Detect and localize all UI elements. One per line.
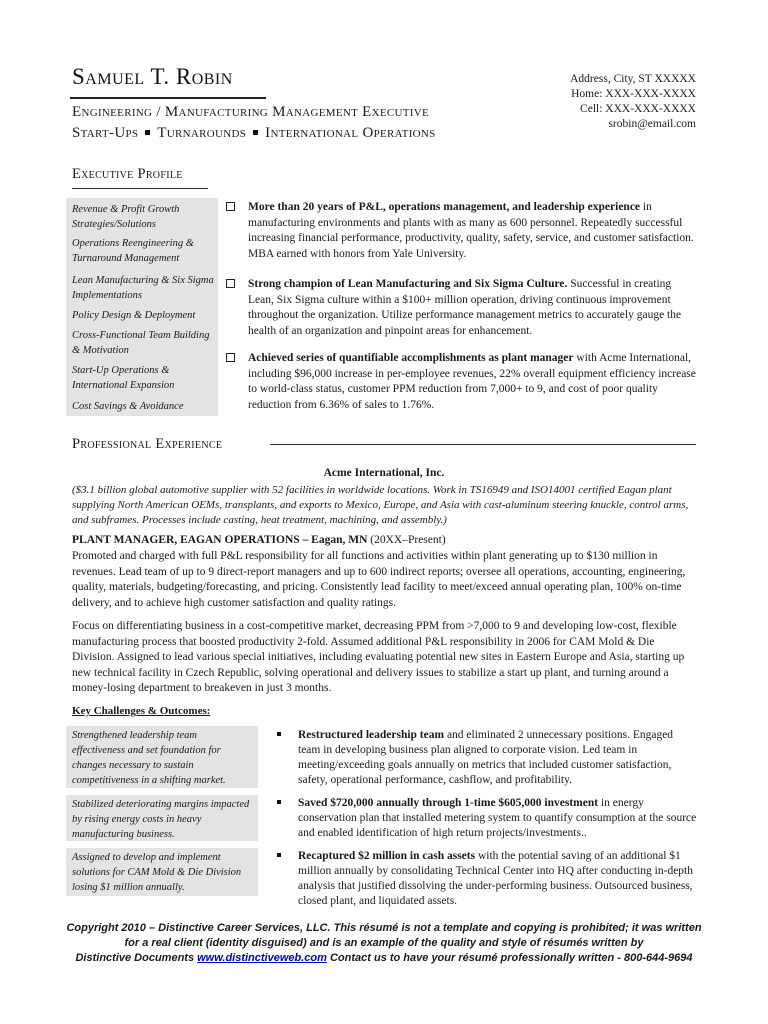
- checkbox-bullet-icon: [226, 202, 235, 211]
- challenge-text: Assigned to develop and implement solutions for CAM Mold & Die Division losing $1 million annually.: [72, 852, 242, 893]
- name-underline: [70, 97, 266, 99]
- outcome-text: in energy conservation plan that installed metering system to quantify consumption at the source and enabled identification of high return projects/investments..: [298, 797, 697, 839]
- bullet-bold: Achieved series of quantifiable accomplishments as plant manager: [248, 352, 574, 364]
- skills-sidebar: [66, 198, 218, 416]
- company-description: ($3.1 billion global automotive supplier with 52 facilities in worldwide locations. Work in TS16949 and ISO14001 certified Eagan plant supplying North American OEMs, transplants, and exports to Mexico, Europe, and Asia with cast-aluminum steering knuckle, control arms, and subframes. Processes include casting, heat treatment, machining, and assembly.): [72, 484, 689, 526]
- job-dates: (20XX–Present): [367, 534, 446, 546]
- challenge-text: Strengthened leadership team effectiveness and set foundation for changes necessary to sustain competitiveness in a shifting market.: [72, 730, 226, 786]
- contact-home-phone: Home: XXX-XXX-XXXX: [571, 88, 696, 100]
- bullet-bold: More than 20 years of P&L, operations management, and leadership experience: [248, 201, 641, 213]
- job-title: PLANT MANAGER, EAGAN OPERATIONS – Eagan, MN: [72, 534, 368, 546]
- tag-turnarounds: Turnarounds: [157, 125, 247, 141]
- contact-address: Address, City, ST XXXXX: [570, 73, 696, 85]
- section-title-executive-profile: Executive Profile: [72, 166, 183, 182]
- copyright-line: [60, 951, 708, 966]
- challenge-box: [66, 795, 258, 841]
- profile-bullet: [226, 277, 696, 339]
- challenge-box: [66, 726, 258, 788]
- skill-item: Start-Up Operations & International Expansion: [72, 365, 175, 391]
- outcome-bold: Saved $720,000 annually through 1-time $605,000 investment: [298, 797, 599, 809]
- bullet-bold: Strong champion of Lean Manufacturing and Six Sigma Culture.: [248, 278, 568, 290]
- contact-block: [570, 72, 696, 132]
- tag-start-ups: Start-Ups: [72, 125, 139, 141]
- bullet-text: Successful in creating Lean, Six Sigma culture within a $100+ million operation, driving continuous improvement throughout the organization. Utilize performance management metrics to accurately gauge the health of an organization and pinpoint areas for enhancement.: [248, 278, 682, 337]
- skill-item: Cross-Functional Team Building & Motivation: [72, 330, 210, 356]
- section-rule: [270, 444, 696, 445]
- skill-item: Lean Manufacturing & Six Sigma Implementations: [72, 275, 214, 301]
- headline-title: Engineering / Manufacturing Management Executive: [72, 104, 429, 120]
- company-name: Acme International, Inc.: [323, 467, 445, 479]
- job-heading: [72, 534, 446, 546]
- bullet-text: with Acme International, including $96,000 increase in per-employee revenues, 22% overall equipment efficiency increase to world-class status, customer PPM reduction from 7,000+ to 9, and cost of poor quality reduction from 6.36% of sales to 1.76%.: [248, 352, 696, 411]
- profile-bullet: [226, 351, 696, 413]
- job-paragraph: Focus on differentiating business in a cost-competitive market, decreasing PPM from >7,000 to 9 and developing low-cost, flexible manufacturing process that boosted productivity 2-fold. Assumed additional P&L responsibility in 2006 for CAM Mold & Die Division. Assigned to lead various special initiatives, including evaluating potential new sites in Eastern Europe and Asia, starting up new technical facility in Czech Republic, solving operational and delivery issues to stabilize a start up plant, and turning around a money-losing department to breakeven in just 3 months.: [72, 620, 685, 694]
- skill-item: Revenue & Profit Growth Strategies/Solutions: [72, 204, 180, 230]
- bullet-text: in manufacturing environments and plants with as many as 600 personnel. Repeatedly successful increasing financial performance, productivity, quality, safety, service, and customer satisfaction. MBA earned with honors from Yale University.: [248, 201, 694, 260]
- copyright-line: for a real client (identity disguised) and is an example of the quality and style of résumés written by: [124, 937, 644, 949]
- skill-item: Policy Design & Deployment: [72, 310, 196, 321]
- square-bullet-icon: [277, 732, 281, 736]
- section-title-professional-experience: Professional Experience: [72, 436, 223, 452]
- job-paragraph: Promoted and charged with full P&L responsibility for all functions and activities within plant generating up to $130 million in revenues. Lead team of up to 9 direct-report managers and up to 600 indirect reports; oversee all operations, accounting, engineering, quality, materials, budgeting/forecasting, and pricing. Consistently lead facility to meet/exceed annual operating plan, 100% on-time delivery, and to achieve high customer satisfaction and quality ratings.: [72, 550, 686, 609]
- outcome-item: [277, 849, 697, 909]
- copyright-line: Copyright 2010 – Distinctive Career Services, LLC. This résumé is not a template and copying is prohibited; it was written: [66, 922, 702, 934]
- square-bullet-icon: [277, 853, 281, 857]
- copyright-text: Distinctive Documents: [75, 952, 198, 964]
- outcome-text: with the potential saving of an additional $1 million annually by consolidating Technical Center into HQ after conducting in-depth analysis that justified dissolving the under-performing business. Outsourced business, closed plant, and liquidated assets.: [298, 850, 693, 907]
- contact-cell-phone: Cell: XXX-XXX-XXXX: [580, 103, 696, 115]
- candidate-name: Samuel T. Robin: [72, 64, 233, 89]
- square-bullet-icon: [277, 800, 281, 804]
- headline-tags: [72, 125, 436, 142]
- section-rule: [72, 188, 208, 189]
- checkbox-bullet-icon: [226, 279, 235, 288]
- outcome-text: and eliminated 2 unnecessary positions. Engaged team in developing business plan aligned to corporate vision. Led team in meeting/exceeding goals annually on metrics that included customer satisfaction, safety, operational performance, cashflow, and profitability.: [298, 729, 674, 786]
- skill-item: Operations Reengineering & Turnaround Management: [72, 238, 194, 264]
- challenge-box: [66, 848, 258, 896]
- tag-international-operations: International Operations: [265, 125, 436, 141]
- website-link[interactable]: www.distinctiveweb.com: [197, 952, 327, 964]
- outcome-item: [277, 796, 697, 841]
- profile-bullet: [226, 200, 696, 262]
- square-bullet-icon: [145, 130, 150, 135]
- copyright-notice: [60, 921, 708, 966]
- checkbox-bullet-icon: [226, 353, 235, 362]
- outcome-bold: Recaptured $2 million in cash assets: [298, 850, 476, 862]
- skill-item: Cost Savings & Avoidance: [72, 401, 184, 412]
- challenge-text: Stabilized deteriorating margins impacted by rising energy costs in heavy manufacturing business.: [72, 799, 250, 840]
- outcome-item: [277, 728, 697, 788]
- contact-email: srobin@email.com: [608, 118, 696, 130]
- key-challenges-heading: Key Challenges & Outcomes:: [72, 705, 211, 717]
- copyright-text: Contact us to have your résumé professionally written - 800-644-9694: [326, 952, 693, 964]
- outcome-bold: Restructured leadership team: [298, 729, 445, 741]
- square-bullet-icon: [253, 130, 258, 135]
